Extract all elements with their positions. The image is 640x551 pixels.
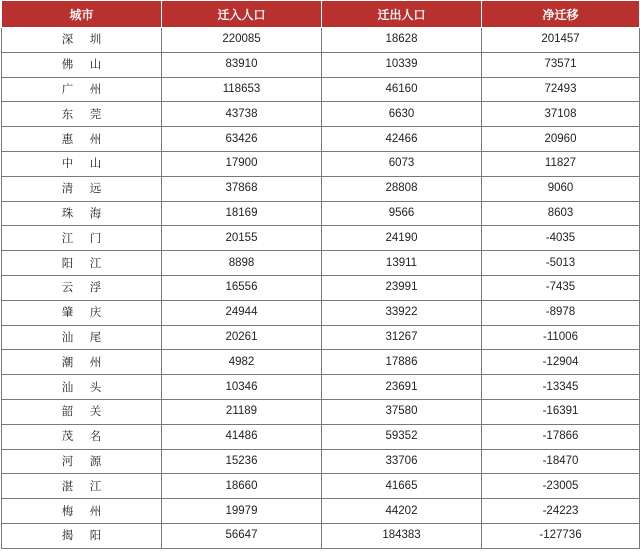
net-migration-cell: -11006 bbox=[482, 325, 640, 350]
city-name-char: 清 bbox=[61, 181, 74, 196]
inflow-cell: 17900 bbox=[162, 151, 322, 176]
table-row bbox=[2, 201, 640, 226]
net-migration-cell: -18470 bbox=[482, 449, 640, 474]
city-name-char: 珠 bbox=[61, 205, 74, 220]
city-name-char: 江 bbox=[89, 478, 102, 493]
outflow-cell: 13911 bbox=[322, 251, 482, 276]
city-name-char: 阳 bbox=[89, 528, 102, 543]
city-name-char: 韶 bbox=[61, 404, 74, 419]
inflow-cell: 56647 bbox=[162, 523, 322, 548]
city-name-cell bbox=[2, 151, 162, 176]
inflow-cell: 83910 bbox=[162, 52, 322, 77]
city-name-cell bbox=[2, 499, 162, 524]
net-migration-cell: 20960 bbox=[482, 127, 640, 152]
city-name-char: 州 bbox=[89, 81, 102, 96]
inflow-cell: 18169 bbox=[162, 201, 322, 226]
outflow-cell: 33922 bbox=[322, 300, 482, 325]
table-row bbox=[2, 375, 640, 400]
outflow-cell: 59352 bbox=[322, 424, 482, 449]
city-name-cell bbox=[2, 102, 162, 127]
net-migration-cell: -24223 bbox=[482, 499, 640, 524]
city-name-char: 浮 bbox=[89, 280, 102, 295]
city-name-char: 州 bbox=[89, 503, 102, 518]
city-name-char: 惠 bbox=[61, 131, 74, 146]
outflow-cell: 10339 bbox=[322, 52, 482, 77]
city-name-cell bbox=[2, 399, 162, 424]
city-name-cell bbox=[2, 325, 162, 350]
net-migration-cell: -23005 bbox=[482, 474, 640, 499]
city-name-cell bbox=[2, 201, 162, 226]
header-inflow: 迁入人口 bbox=[162, 1, 322, 28]
table-row bbox=[2, 499, 640, 524]
inflow-cell: 20261 bbox=[162, 325, 322, 350]
city-name-cell bbox=[2, 350, 162, 375]
table-row bbox=[2, 52, 640, 77]
city-name-char: 汕 bbox=[61, 329, 74, 344]
inflow-cell: 37868 bbox=[162, 176, 322, 201]
city-name-char: 湛 bbox=[61, 478, 74, 493]
inflow-cell: 118653 bbox=[162, 77, 322, 102]
city-name-cell bbox=[2, 275, 162, 300]
city-name-char: 佛 bbox=[61, 57, 74, 72]
inflow-cell: 18660 bbox=[162, 474, 322, 499]
city-name-cell bbox=[2, 375, 162, 400]
city-name-char: 尾 bbox=[89, 329, 102, 344]
outflow-cell: 184383 bbox=[322, 523, 482, 548]
net-migration-cell: 201457 bbox=[482, 28, 640, 53]
table-row bbox=[2, 474, 640, 499]
inflow-cell: 220085 bbox=[162, 28, 322, 53]
city-name-char: 深 bbox=[61, 32, 74, 47]
net-migration-cell: -127736 bbox=[482, 523, 640, 548]
header-city: 城市 bbox=[2, 1, 162, 28]
city-name-char: 广 bbox=[61, 81, 74, 96]
outflow-cell: 18628 bbox=[322, 28, 482, 53]
inflow-cell: 63426 bbox=[162, 127, 322, 152]
city-name-char: 河 bbox=[61, 453, 74, 468]
inflow-cell: 10346 bbox=[162, 375, 322, 400]
city-name-cell bbox=[2, 28, 162, 53]
net-migration-cell: -7435 bbox=[482, 275, 640, 300]
table-row bbox=[2, 275, 640, 300]
city-name-char: 梅 bbox=[61, 503, 74, 518]
outflow-cell: 31267 bbox=[322, 325, 482, 350]
city-name-char: 潮 bbox=[61, 354, 74, 369]
table-row bbox=[2, 350, 640, 375]
inflow-cell: 19979 bbox=[162, 499, 322, 524]
net-migration-cell: -8978 bbox=[482, 300, 640, 325]
inflow-cell: 4982 bbox=[162, 350, 322, 375]
city-name-char: 圳 bbox=[89, 32, 102, 47]
city-name-char: 门 bbox=[89, 230, 102, 245]
header-row bbox=[2, 1, 640, 28]
inflow-cell: 43738 bbox=[162, 102, 322, 127]
outflow-cell: 28808 bbox=[322, 176, 482, 201]
table-row bbox=[2, 449, 640, 474]
outflow-cell: 41665 bbox=[322, 474, 482, 499]
inflow-cell: 41486 bbox=[162, 424, 322, 449]
city-name-cell bbox=[2, 176, 162, 201]
city-name-cell bbox=[2, 300, 162, 325]
outflow-cell: 24190 bbox=[322, 226, 482, 251]
table-row bbox=[2, 325, 640, 350]
outflow-cell: 17886 bbox=[322, 350, 482, 375]
city-name-cell bbox=[2, 251, 162, 276]
outflow-cell: 6630 bbox=[322, 102, 482, 127]
city-name-char: 山 bbox=[89, 156, 102, 171]
header-net-migration: 净迁移 bbox=[482, 1, 640, 28]
table-row bbox=[2, 176, 640, 201]
net-migration-cell: 73571 bbox=[482, 52, 640, 77]
city-name-char: 阳 bbox=[61, 255, 74, 270]
net-migration-cell: -13345 bbox=[482, 375, 640, 400]
city-name-char: 源 bbox=[89, 453, 102, 468]
table-row bbox=[2, 226, 640, 251]
city-name-cell bbox=[2, 449, 162, 474]
table-row bbox=[2, 523, 640, 548]
inflow-cell: 24944 bbox=[162, 300, 322, 325]
city-name-char: 州 bbox=[89, 354, 102, 369]
header-outflow: 迁出人口 bbox=[322, 1, 482, 28]
outflow-cell: 9566 bbox=[322, 201, 482, 226]
city-name-char: 头 bbox=[89, 379, 102, 394]
city-name-char: 远 bbox=[89, 181, 102, 196]
inflow-cell: 15236 bbox=[162, 449, 322, 474]
net-migration-cell: 9060 bbox=[482, 176, 640, 201]
city-name-char: 揭 bbox=[61, 528, 74, 543]
outflow-cell: 44202 bbox=[322, 499, 482, 524]
inflow-cell: 16556 bbox=[162, 275, 322, 300]
table-row bbox=[2, 300, 640, 325]
city-name-char: 州 bbox=[89, 131, 102, 146]
net-migration-cell: -4035 bbox=[482, 226, 640, 251]
city-name-cell bbox=[2, 523, 162, 548]
city-name-char: 东 bbox=[61, 106, 74, 121]
table-row bbox=[2, 424, 640, 449]
net-migration-cell: 72493 bbox=[482, 77, 640, 102]
table-body bbox=[2, 28, 640, 549]
outflow-cell: 46160 bbox=[322, 77, 482, 102]
net-migration-cell: 11827 bbox=[482, 151, 640, 176]
city-name-char: 海 bbox=[89, 205, 102, 220]
city-name-char: 中 bbox=[61, 156, 74, 171]
net-migration-cell: -17866 bbox=[482, 424, 640, 449]
net-migration-cell: -12904 bbox=[482, 350, 640, 375]
net-migration-cell: 8603 bbox=[482, 201, 640, 226]
city-name-char: 庆 bbox=[89, 305, 102, 320]
city-name-cell bbox=[2, 226, 162, 251]
city-name-char: 莞 bbox=[89, 106, 102, 121]
inflow-cell: 21189 bbox=[162, 399, 322, 424]
city-name-char: 汕 bbox=[61, 379, 74, 394]
table-header bbox=[2, 1, 640, 28]
table-row bbox=[2, 77, 640, 102]
outflow-cell: 23691 bbox=[322, 375, 482, 400]
outflow-cell: 42466 bbox=[322, 127, 482, 152]
city-name-char: 江 bbox=[89, 255, 102, 270]
city-name-cell bbox=[2, 474, 162, 499]
city-name-char: 山 bbox=[89, 57, 102, 72]
table-row bbox=[2, 28, 640, 53]
city-name-char: 江 bbox=[61, 230, 74, 245]
inflow-cell: 8898 bbox=[162, 251, 322, 276]
net-migration-cell: 37108 bbox=[482, 102, 640, 127]
city-name-char: 肇 bbox=[61, 305, 74, 320]
table-row bbox=[2, 399, 640, 424]
city-name-char: 云 bbox=[61, 280, 74, 295]
table-row bbox=[2, 151, 640, 176]
net-migration-cell: -16391 bbox=[482, 399, 640, 424]
outflow-cell: 37580 bbox=[322, 399, 482, 424]
city-name-cell bbox=[2, 52, 162, 77]
migration-table bbox=[1, 1, 640, 549]
outflow-cell: 23991 bbox=[322, 275, 482, 300]
net-migration-cell: -5013 bbox=[482, 251, 640, 276]
outflow-cell: 33706 bbox=[322, 449, 482, 474]
city-name-cell bbox=[2, 127, 162, 152]
city-name-char: 茂 bbox=[61, 429, 74, 444]
outflow-cell: 6073 bbox=[322, 151, 482, 176]
city-name-cell bbox=[2, 77, 162, 102]
city-name-char: 关 bbox=[89, 404, 102, 419]
city-name-cell bbox=[2, 424, 162, 449]
inflow-cell: 20155 bbox=[162, 226, 322, 251]
city-name-char: 名 bbox=[89, 429, 102, 444]
table-row bbox=[2, 102, 640, 127]
table-row bbox=[2, 251, 640, 276]
table-row bbox=[2, 127, 640, 152]
